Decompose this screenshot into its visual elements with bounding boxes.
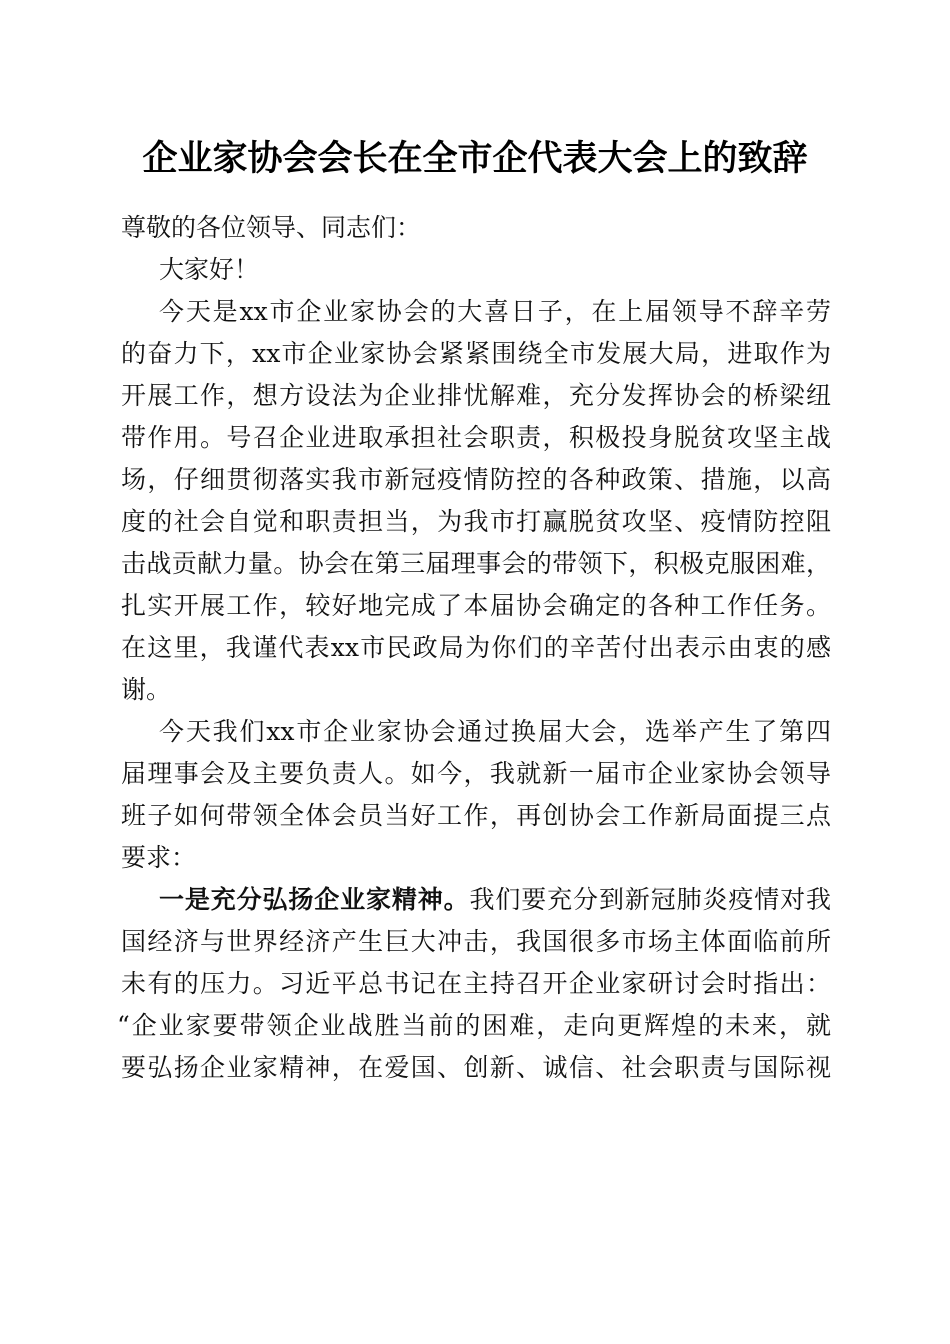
paragraph-line: 谢。	[121, 675, 172, 704]
paragraph-line: 开展工作，想方设法为企业排忧解难，充分发挥协会的桥梁纽	[121, 381, 831, 410]
paragraph-1	[121, 291, 831, 711]
paragraph-line: 要求：	[121, 843, 197, 872]
paragraph-first-line	[121, 879, 831, 921]
paragraph-line: 届理事会及主要负责人。如今，我就新一届市企业家协会领导	[121, 759, 831, 788]
paragraph-line: 今天是xx市企业家协会的大喜日子，在上届领导不辞辛劳	[159, 297, 831, 326]
greeting: 大家好！	[159, 255, 260, 284]
paragraph-2	[121, 711, 831, 879]
paragraph-line: 班子如何带领全体会员当好工作，再创协会工作新局面提三点	[121, 801, 831, 830]
paragraph-line: “企业家要带领企业战胜当前的困难，走向更辉煌的未来，就	[117, 1011, 831, 1040]
paragraph-line: 在这里，我谨代表xx市民政局为你们的辛苦付出表示由衷的感	[121, 633, 831, 662]
paragraph-line: 未有的压力。习近平总书记在主持召开企业家研讨会时指出：	[121, 969, 831, 998]
paragraph-line: 国经济与世界经济产生巨大冲击，我国很多市场主体面临前所	[121, 927, 831, 956]
paragraph-line: 场，仔细贯彻落实我市新冠疫情防控的各种政策、措施，以高	[121, 465, 831, 494]
paragraph-line: 扎实开展工作，较好地完成了本届协会确定的各种工作任务。	[121, 591, 831, 620]
document-title: 企业家协会会长在全市企代表大会上的致辞	[142, 138, 808, 179]
paragraph-3	[117, 879, 831, 1089]
paragraph-line: 要弘扬企业家精神，在爱国、创新、诚信、社会职责与国际视	[121, 1053, 831, 1082]
paragraph-line: 带作用。号召企业进取承担社会职责，积极投身脱贫攻坚主战	[121, 423, 831, 452]
document-body	[117, 207, 831, 1089]
paragraph-line-rest: 我们要充分到新冠肺炎疫情对我	[469, 885, 831, 914]
paragraph-line: 今天我们xx市企业家协会通过换届大会，选举产生了第四	[159, 717, 831, 746]
paragraph-line: 度的社会自觉和职责担当，为我市打赢脱贫攻坚、疫情防控阻	[121, 507, 831, 536]
salutation: 尊敬的各位领导、同志们：	[121, 213, 422, 242]
paragraph-line: 击战贡献力量。协会在第三届理事会的带领下，积极克服困难，	[121, 549, 831, 578]
paragraph-line: 的奋力下，xx市企业家协会紧紧围绕全市发展大局，进取作为	[121, 339, 831, 368]
paragraph-heading: 一是充分弘扬企业家精神。	[159, 885, 470, 914]
